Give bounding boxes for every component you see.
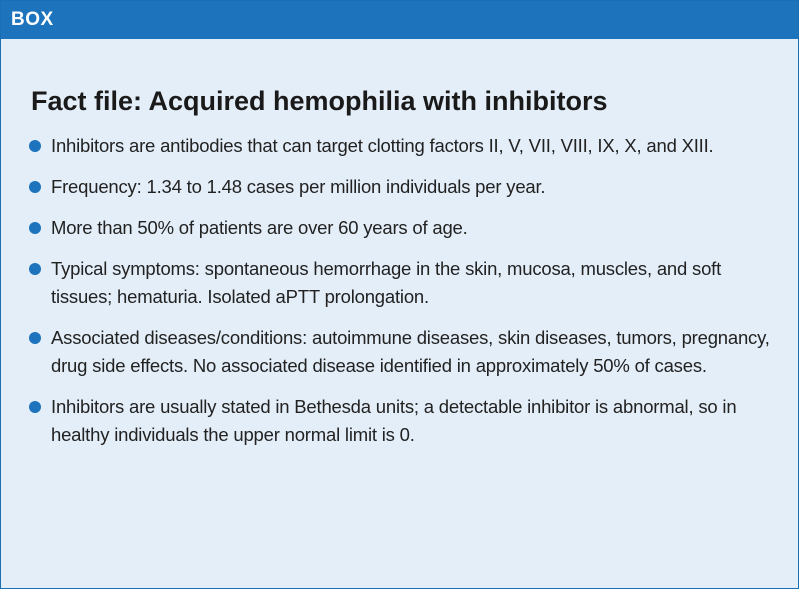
fact-text: Inhibitors are usually stated in Bethesda units; a detectable inhibitor is abnormal, so in healthy individuals the upper normal limit is 0. — [51, 396, 737, 445]
fact-text: Frequency: 1.34 to 1.48 cases per million individuals per year. — [51, 176, 546, 197]
fact-text: More than 50% of patients are over 60 years of age. — [51, 217, 468, 238]
fact-item — [29, 393, 779, 449]
bullet-icon — [29, 181, 41, 193]
fact-text: Associated diseases/conditions: autoimmune diseases, skin diseases, tumors, pregnancy, drug side effects. No associated disease identified in approximately 50% of cases. — [51, 327, 770, 376]
fact-item — [29, 324, 779, 380]
bullet-icon — [29, 401, 41, 413]
bullet-icon — [29, 140, 41, 152]
fact-text: Typical symptoms: spontaneous hemorrhage in the skin, mucosa, muscles, and soft tissues; hematuria. Isolated aPTT prolongation. — [51, 258, 722, 307]
fact-list — [29, 132, 779, 462]
fact-text: Inhibitors are antibodies that can target clotting factors II, V, VII, VIII, IX, X, and XIII. — [51, 135, 714, 156]
bullet-icon — [29, 222, 41, 234]
fact-item — [29, 173, 779, 201]
fact-item — [29, 132, 779, 160]
fact-item — [29, 214, 779, 242]
box-label: BOX — [11, 9, 54, 30]
bullet-icon — [29, 332, 41, 344]
box-title: Fact file: Acquired hemophilia with inhibitors — [31, 86, 608, 116]
box-header — [1, 1, 798, 39]
bullet-icon — [29, 263, 41, 275]
fact-item — [29, 255, 779, 311]
